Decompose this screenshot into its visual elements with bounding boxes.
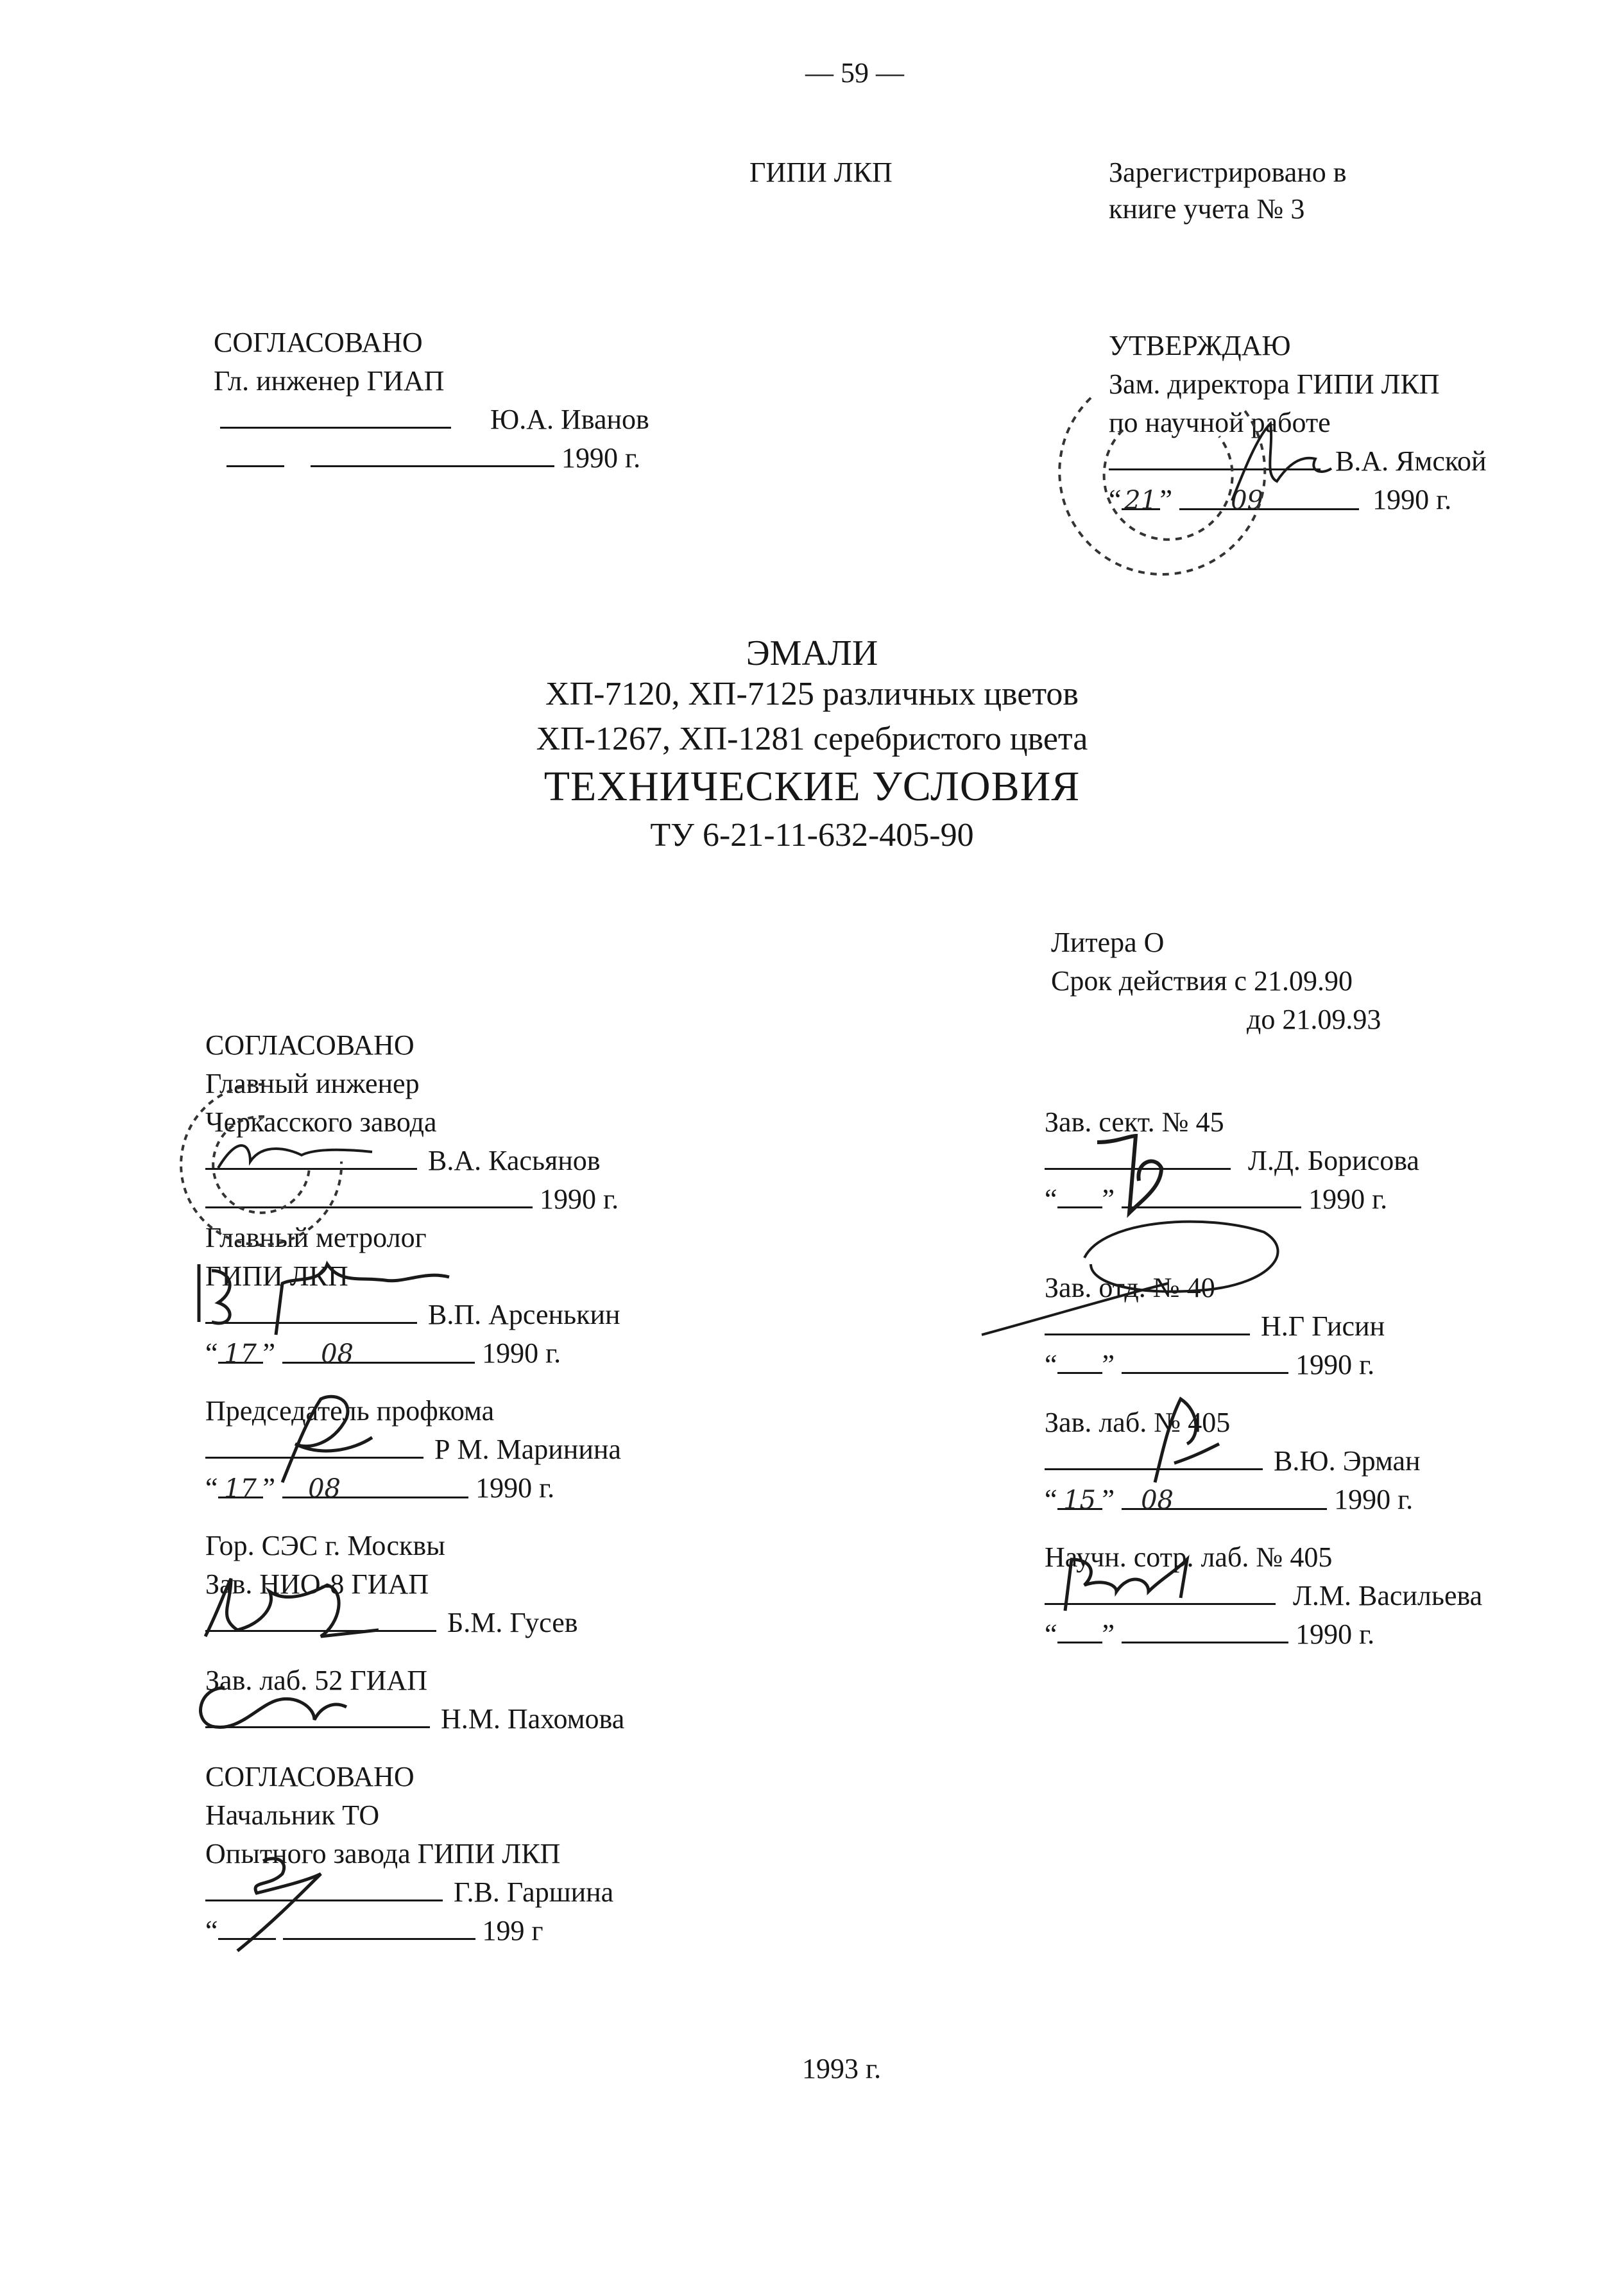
chief-engineer-year: 1990 г. xyxy=(540,1183,619,1215)
ses-line-1: Гор. СЭС г. Москвы xyxy=(205,1530,445,1561)
researcher-year: 1990 г. xyxy=(1295,1618,1375,1650)
dept-year: 1990 г. xyxy=(1295,1349,1375,1380)
metrologist-position-2: ГИПИ ЛКП xyxy=(205,1260,348,1292)
quote-close: ” xyxy=(1102,1349,1115,1380)
union-chair-signature-line xyxy=(205,1431,624,1470)
researcher-date-line xyxy=(1045,1616,1482,1654)
signature-blank xyxy=(1045,1309,1250,1335)
dept-date-line xyxy=(1045,1346,1482,1385)
chief-engineer-name: В.А. Касьянов xyxy=(428,1145,601,1176)
date-day-blank xyxy=(1057,1617,1102,1643)
metrologist-signature-line xyxy=(205,1296,624,1335)
lab52-signature-line xyxy=(205,1701,624,1739)
quote-open: “ xyxy=(1045,1484,1057,1515)
metrologist-name: В.П. Арсенькин xyxy=(428,1299,620,1330)
header-org: ГИПИ ЛКП xyxy=(749,157,893,188)
validity-block xyxy=(1051,924,1381,1040)
quote-open: “ xyxy=(205,1472,218,1504)
sector-name: Л.Д. Борисова xyxy=(1248,1145,1419,1176)
approve-date-line xyxy=(1109,481,1487,520)
agreed-top-year: 1990 г. xyxy=(561,442,641,474)
left-approvals xyxy=(205,1027,624,1951)
sector-date-line xyxy=(1045,1181,1482,1219)
approve-position-1: Зам. директора ГИПИ ЛКП xyxy=(1109,368,1440,400)
quote-close: ” xyxy=(1159,484,1173,515)
quote-open: “ xyxy=(205,1915,218,1946)
quote-close: ” xyxy=(262,1472,276,1504)
to-signature-line xyxy=(205,1874,624,1912)
page-number: — 59 — xyxy=(805,57,904,89)
signature-blank xyxy=(205,1144,417,1170)
to-year: 199 г xyxy=(482,1915,543,1946)
date-month-blank xyxy=(311,441,554,467)
researcher-signature-line xyxy=(1045,1577,1482,1616)
researcher-position: Научн. сотр. лаб. № 405 xyxy=(1045,1541,1333,1573)
signature-blank xyxy=(205,1702,430,1728)
signature-blank xyxy=(205,1432,423,1459)
signature-blank xyxy=(205,1298,417,1324)
union-chair-name: Р М. Маринина xyxy=(434,1434,621,1465)
metrologist-position-1: Главный метролог xyxy=(205,1222,427,1253)
quote-close: ” xyxy=(1102,1484,1115,1515)
quote-open: “ xyxy=(1045,1183,1057,1215)
approve-date-day: 21 xyxy=(1122,484,1160,510)
validity-from: Срок действия с 21.09.90 xyxy=(1051,965,1353,997)
approve-name: В.А. Ямской xyxy=(1335,445,1487,477)
ses-signature-line xyxy=(205,1604,624,1643)
sector-signature-line xyxy=(1045,1142,1482,1181)
agreed-top-position: Гл. инженер ГИАП xyxy=(214,365,445,397)
quote-open: “ xyxy=(205,1337,218,1369)
date-blank xyxy=(205,1182,533,1208)
date-month-blank xyxy=(1122,1182,1301,1208)
lab52-position: Зав. лаб. 52 ГИАП xyxy=(205,1665,427,1696)
signature-blank xyxy=(205,1875,443,1901)
ses-name: Б.М. Гусев xyxy=(447,1607,578,1638)
agreed-top-block xyxy=(214,324,649,478)
to-name: Г.В. Гаршина xyxy=(454,1876,614,1908)
agreed-top-name: Ю.А. Иванов xyxy=(490,404,649,435)
chief-engineer-position-1: Главный инженер xyxy=(205,1068,420,1099)
validity-litera: Литера О xyxy=(1051,927,1165,958)
agreed-top-signature-line xyxy=(214,401,649,440)
sector-year: 1990 г. xyxy=(1308,1183,1388,1215)
date-day-blank xyxy=(218,1914,276,1940)
lab405-name: В.Ю. Эрман xyxy=(1274,1445,1421,1477)
union-chair-date-month: 08 xyxy=(282,1472,468,1498)
signature-blank xyxy=(1045,1444,1263,1470)
metrologist-date-day: 17 xyxy=(218,1337,263,1364)
signature-blank xyxy=(220,402,451,429)
footer-year: 1993 г. xyxy=(802,2053,882,2084)
approve-heading: УТВЕРЖДАЮ xyxy=(1109,330,1291,361)
chief-engineer-position-2: Черкасского завода xyxy=(205,1106,437,1138)
metrologist-date-line xyxy=(205,1335,624,1373)
lab405-year: 1990 г. xyxy=(1334,1484,1414,1515)
metrologist-date-month: 08 xyxy=(282,1337,475,1364)
quote-open: “ xyxy=(1045,1349,1057,1380)
signature-blank xyxy=(1045,1579,1276,1605)
signature-blank xyxy=(1045,1144,1231,1170)
approve-signature-line xyxy=(1109,443,1487,481)
union-chair-date-day: 17 xyxy=(218,1472,263,1498)
chief-engineer-date-line xyxy=(205,1181,624,1219)
union-chair-position: Председатель профкома xyxy=(205,1395,495,1427)
registration-line-2: книге учета № 3 xyxy=(1109,193,1305,225)
quote-close: ” xyxy=(1102,1183,1115,1215)
doc-title-1: ЭМАЛИ xyxy=(746,633,878,673)
approve-block xyxy=(1109,327,1487,520)
approve-position-2: по научной работе xyxy=(1109,407,1331,438)
doc-title-5: ТУ 6-21-11-632-405-90 xyxy=(650,817,974,853)
doc-title-2: ХП-7120, ХП-7125 различных цветов xyxy=(545,676,1079,712)
doc-title-3: ХП-1267, ХП-1281 серебристого цвета xyxy=(536,721,1088,757)
union-chair-year: 1990 г. xyxy=(475,1472,555,1504)
registration-line-1: Зарегистрировано в xyxy=(1109,157,1347,188)
lab405-date-day: 15 xyxy=(1057,1484,1102,1510)
to-date-line xyxy=(205,1912,624,1951)
dept-signature-line xyxy=(1045,1308,1482,1346)
ses-line-2: Зав. НИО-8 ГИАП xyxy=(205,1568,429,1600)
dept-position: Зав. отд. № 40 xyxy=(1045,1272,1215,1303)
agreed-top-date-line xyxy=(214,440,649,478)
agreed-top-heading: СОГЛАСОВАНО xyxy=(214,327,423,358)
chief-engineer-signature-line xyxy=(205,1142,624,1181)
date-day-blank xyxy=(1057,1348,1102,1374)
lab405-position: Зав. лаб. № 405 xyxy=(1045,1407,1231,1438)
approve-date-month: 09 xyxy=(1179,484,1359,510)
validity-to: до 21.09.93 xyxy=(1247,1004,1381,1035)
to-position-2: Опытного завода ГИПИ ЛКП xyxy=(205,1838,561,1869)
registration-note xyxy=(1109,154,1347,227)
date-day-blank xyxy=(1057,1182,1102,1208)
date-month-blank xyxy=(283,1914,475,1940)
quote-close: ” xyxy=(1102,1618,1115,1650)
doc-title-4: ТЕХНИЧЕСКИЕ УСЛОВИЯ xyxy=(543,763,1081,810)
right-approvals xyxy=(1045,1104,1482,1654)
lab405-date-month: 08 xyxy=(1122,1484,1327,1510)
union-chair-date-line xyxy=(205,1470,624,1508)
metrologist-year: 1990 г. xyxy=(482,1337,561,1369)
quote-close: ” xyxy=(262,1337,276,1369)
quote-open: “ xyxy=(1045,1618,1057,1650)
quote-open: “ xyxy=(1109,484,1122,515)
to-heading: СОГЛАСОВАНО xyxy=(205,1761,415,1792)
researcher-name: Л.М. Васильева xyxy=(1293,1580,1483,1611)
date-month-blank xyxy=(1122,1617,1288,1643)
approve-year: 1990 г. xyxy=(1372,484,1452,515)
lab405-date-line xyxy=(1045,1481,1482,1520)
left-heading: СОГЛАСОВАНО xyxy=(205,1029,415,1061)
date-day-blank xyxy=(227,441,284,467)
lab405-signature-line xyxy=(1045,1443,1482,1481)
lab52-name: Н.М. Пахомова xyxy=(441,1703,625,1735)
dept-name: Н.Г Гисин xyxy=(1261,1310,1385,1342)
signature-blank xyxy=(205,1606,436,1632)
date-month-blank xyxy=(1122,1348,1288,1374)
sector-position: Зав. сект. № 45 xyxy=(1045,1106,1224,1138)
to-position-1: Начальник ТО xyxy=(205,1799,380,1831)
signature-blank xyxy=(1109,444,1321,470)
